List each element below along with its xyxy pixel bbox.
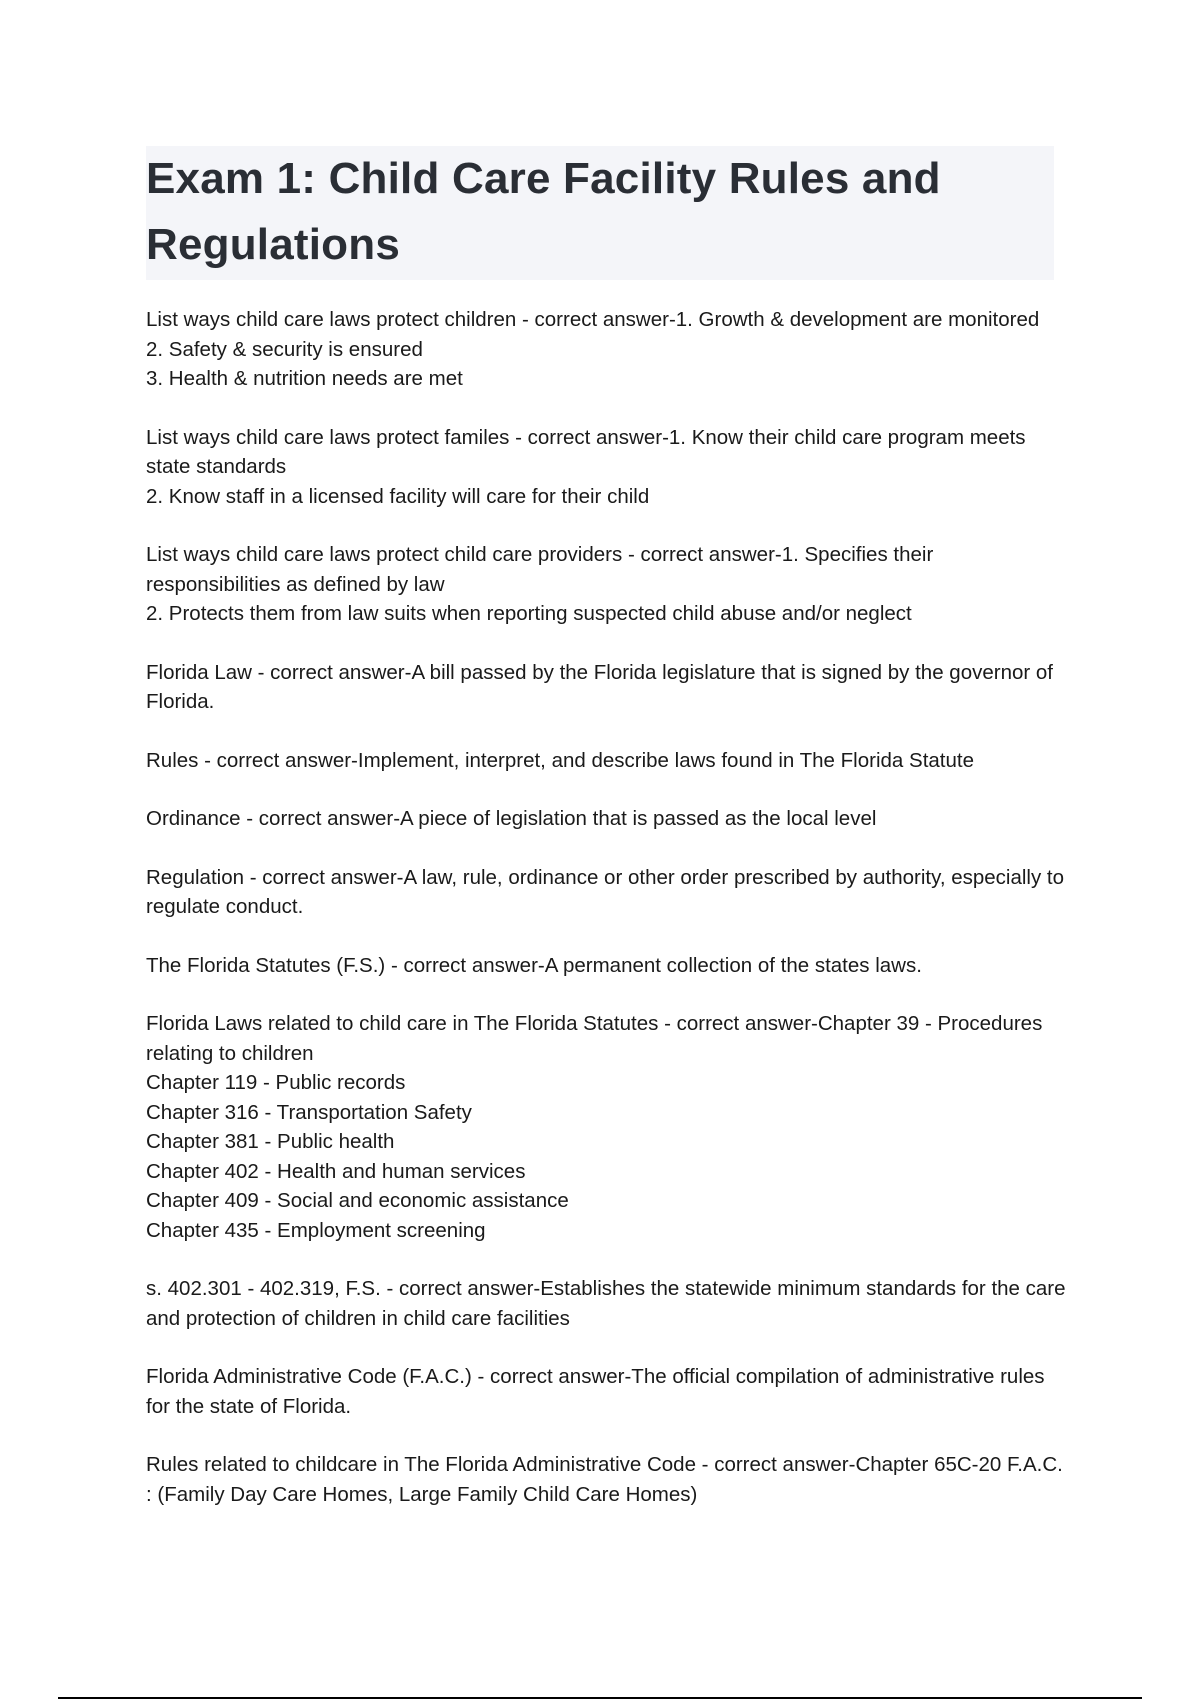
qa-line: 2. Safety & security is ensured bbox=[146, 337, 423, 361]
qa-item bbox=[146, 951, 1066, 981]
qa-line: Chapter 435 - Employment screening bbox=[146, 1218, 486, 1242]
qa-line: List ways child care laws protect familes - correct answer-1. Know their child care program meets state standards bbox=[146, 425, 1032, 478]
qa-line: List ways child care laws protect child care providers - correct answer-1. Specifies their responsibilities as defined by law bbox=[146, 543, 939, 596]
qa-line: List ways child care laws protect children - correct answer-1. Growth & development are monitored bbox=[146, 308, 1040, 331]
qa-item bbox=[146, 658, 1066, 717]
document-title: Exam 1: Child Care Facility Rules and Regulations bbox=[146, 154, 941, 269]
qa-item bbox=[146, 1274, 1072, 1333]
qa-item bbox=[146, 863, 1070, 922]
qa-item bbox=[146, 305, 1066, 394]
qa-item bbox=[146, 1009, 1066, 1245]
qa-list bbox=[146, 305, 1072, 1538]
qa-line: Regulation - correct answer-A law, rule, ordinance or other order prescribed by authority, especially to regulate conduct. bbox=[146, 865, 1070, 918]
qa-item bbox=[146, 540, 1066, 629]
qa-line: 3. Health & nutrition needs are met bbox=[146, 367, 463, 390]
qa-item bbox=[146, 423, 1066, 512]
qa-item bbox=[146, 804, 1066, 834]
qa-line: Rules related to childcare in The Florida Administrative Code - correct answer-Chapter 65C-20 F.A.C. : (Family Day Care Homes, Large Family Child Care Homes) bbox=[146, 1453, 1069, 1506]
qa-line: 2. Know staff in a licensed facility will care for their child bbox=[146, 484, 650, 508]
qa-line: Chapter 119 - Public records bbox=[146, 1071, 406, 1094]
qa-item bbox=[146, 1450, 1069, 1509]
title-banner bbox=[146, 146, 1054, 280]
qa-item bbox=[146, 746, 1066, 776]
qa-item bbox=[146, 1362, 1066, 1421]
footer-divider bbox=[58, 1697, 1142, 1699]
qa-line: Florida Administrative Code (F.A.C.) - correct answer-The official compilation of administrative rules for the state of Florida. bbox=[146, 1365, 1051, 1418]
qa-line: Chapter 409 - Social and economic assistance bbox=[146, 1189, 569, 1212]
qa-line: Chapter 402 - Health and human services bbox=[146, 1159, 526, 1183]
qa-line: Florida Laws related to child care in The Florida Statutes - correct answer-Chapter 39 - Procedures relating to children bbox=[146, 1012, 1049, 1065]
qa-line: Chapter 381 - Public health bbox=[146, 1130, 395, 1153]
qa-line: Rules - correct answer-Implement, interpret, and describe laws found in The Florida Statute bbox=[146, 748, 974, 772]
qa-line: Chapter 316 - Transportation Safety bbox=[146, 1100, 472, 1124]
qa-line: Ordinance - correct answer-A piece of legislation that is passed as the local level bbox=[146, 807, 877, 830]
qa-line: 2. Protects them from law suits when reporting suspected child abuse and/or neglect bbox=[146, 602, 912, 625]
qa-line: The Florida Statutes (F.S.) - correct answer-A permanent collection of the states laws. bbox=[146, 953, 922, 977]
qa-line: s. 402.301 - 402.319, F.S. - correct answer-Establishes the statewide minimum standards for the care and protection of children in child care facilities bbox=[146, 1277, 1072, 1330]
qa-line: Florida Law - correct answer-A bill passed by the Florida legislature that is signed by the governor of Florida. bbox=[146, 660, 1059, 713]
